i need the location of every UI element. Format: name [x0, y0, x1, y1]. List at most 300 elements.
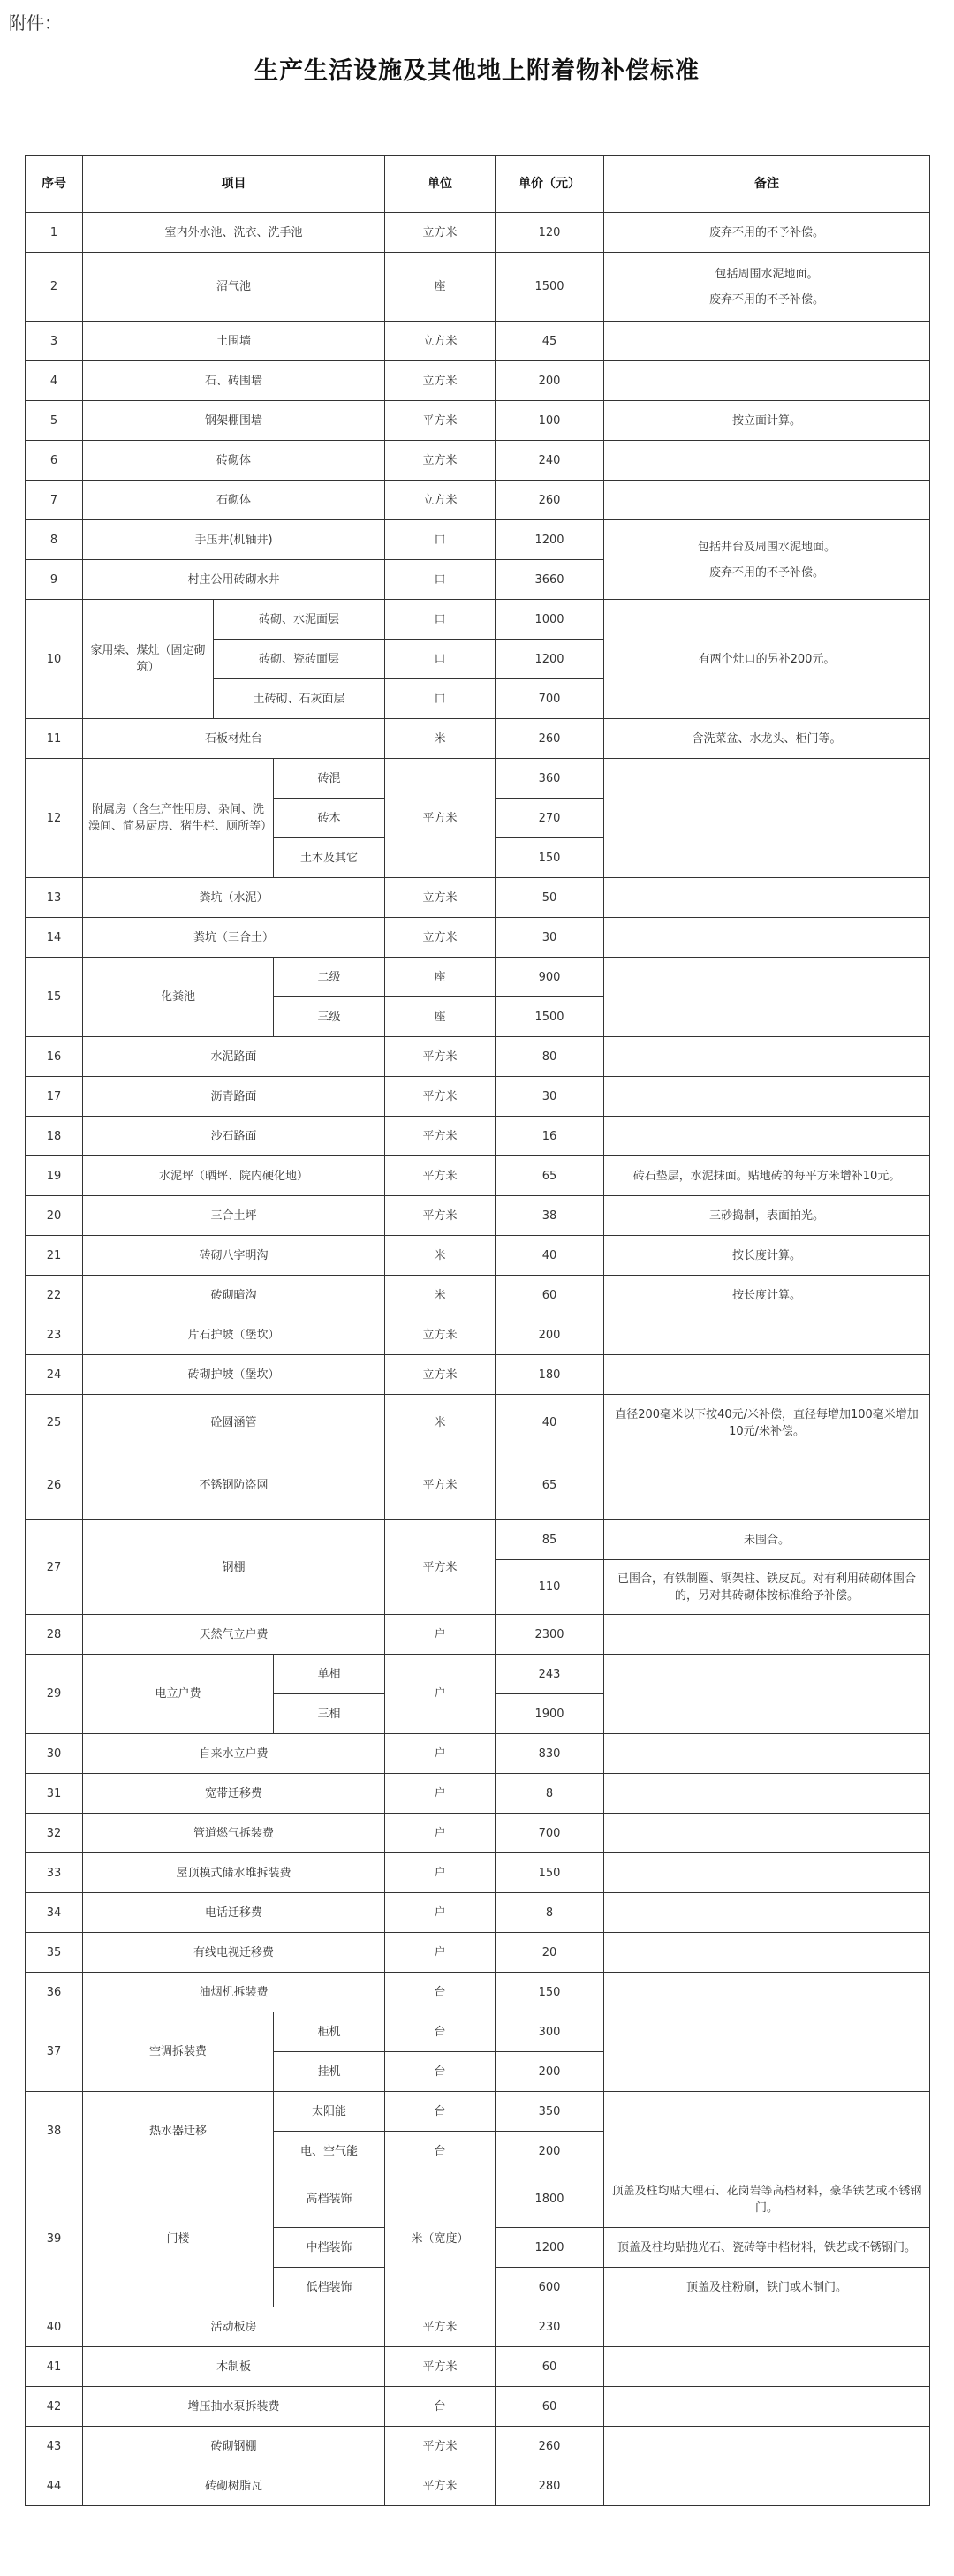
table-row — [26, 1933, 930, 1973]
row-unit: 立方米 — [385, 213, 496, 253]
attachment-label: 附件： — [9, 12, 62, 34]
table-row — [26, 441, 930, 481]
row-price: 16 — [496, 1117, 604, 1156]
row-unit: 立方米 — [385, 481, 496, 520]
table-row — [26, 213, 930, 253]
row-note — [604, 1117, 930, 1156]
row-note — [604, 253, 930, 322]
row-note — [604, 1734, 930, 1774]
row-note — [604, 759, 930, 878]
row-item: 砖砌暗沟 — [83, 1276, 385, 1315]
row-price: 900 — [496, 958, 604, 997]
row-subitem: 太阳能 — [274, 2092, 385, 2132]
row-item: 石砌体 — [83, 481, 385, 520]
row-unit: 户 — [385, 1933, 496, 1973]
row-price: 60 — [496, 2387, 604, 2427]
row-item: 砖砌八字明沟 — [83, 1236, 385, 1276]
row-price: 60 — [496, 2347, 604, 2387]
row-unit: 口 — [385, 520, 496, 560]
row-price: 50 — [496, 878, 604, 918]
row-no: 30 — [26, 1734, 83, 1774]
row-unit: 立方米 — [385, 361, 496, 401]
row-no: 25 — [26, 1395, 83, 1451]
table-row — [26, 600, 930, 640]
row-note — [604, 1615, 930, 1655]
row-item: 砖砌护坡（堡坎） — [83, 1355, 385, 1395]
row-no: 20 — [26, 1196, 83, 1236]
table-row — [26, 253, 930, 322]
note-line: 废弃不用的不予补偿。 — [709, 565, 825, 580]
row-note — [604, 2466, 930, 2506]
row-no: 26 — [26, 1451, 83, 1520]
row-no: 10 — [26, 600, 83, 719]
row-note — [604, 1077, 930, 1117]
table-row — [26, 1893, 930, 1933]
row-no: 4 — [26, 361, 83, 401]
row-unit: 座 — [385, 997, 496, 1037]
row-price: 1900 — [496, 1694, 604, 1734]
row-note: 三砂捣制，表面拍光。 — [604, 1196, 930, 1236]
row-subitem: 砖砌、水泥面层 — [214, 600, 385, 640]
row-price: 200 — [496, 2052, 604, 2092]
row-unit: 台 — [385, 1973, 496, 2012]
table-row — [26, 918, 930, 958]
row-note: 已围合，有铁制圈、钢架柱、铁皮瓦。对有利用砖砌体围合的，另对其砖砌体按标准给予补偿。 — [604, 1560, 930, 1615]
row-price: 1800 — [496, 2171, 604, 2228]
table-row — [26, 1655, 930, 1694]
row-subitem: 土木及其它 — [274, 838, 385, 878]
row-no: 44 — [26, 2466, 83, 2506]
row-no: 21 — [26, 1236, 83, 1276]
row-no: 7 — [26, 481, 83, 520]
row-price: 243 — [496, 1655, 604, 1694]
row-unit: 立方米 — [385, 441, 496, 481]
row-unit: 台 — [385, 2387, 496, 2427]
table-row — [26, 1315, 930, 1355]
row-subitem: 低档装饰 — [274, 2268, 385, 2307]
row-item: 空调拆装费 — [83, 2012, 274, 2092]
row-no: 39 — [26, 2171, 83, 2307]
compensation-table — [25, 155, 930, 2506]
row-price: 120 — [496, 213, 604, 253]
row-price: 700 — [496, 1814, 604, 1853]
table-row — [26, 1037, 930, 1077]
row-subitem: 中档装饰 — [274, 2228, 385, 2268]
table-row — [26, 401, 930, 441]
row-no: 1 — [26, 213, 83, 253]
row-subitem: 土砖砌、石灰面层 — [214, 679, 385, 719]
row-unit: 平方米 — [385, 401, 496, 441]
row-note: 顶盖及柱均贴大理石、花岗岩等高档材料，豪华铁艺或不锈钢门。 — [604, 2171, 930, 2228]
row-unit: 户 — [385, 1734, 496, 1774]
table-row — [26, 1395, 930, 1451]
row-item: 附属房（含生产性用房、杂间、洗澡间、简易厨房、猪牛栏、厕所等） — [83, 759, 274, 878]
row-no: 18 — [26, 1117, 83, 1156]
table-row — [26, 1734, 930, 1774]
table-row — [26, 719, 930, 759]
row-no: 43 — [26, 2427, 83, 2466]
table-header-row — [26, 156, 930, 213]
table-row — [26, 2307, 930, 2347]
row-no: 23 — [26, 1315, 83, 1355]
row-note — [604, 1774, 930, 1814]
note-line: 废弃不用的不予补偿。 — [709, 292, 825, 307]
row-note: 砖石垫层，水泥抹面。贴地砖的每平方米增补10元。 — [604, 1156, 930, 1196]
row-note: 顶盖及柱均贴抛光石、瓷砖等中档材料，铁艺或不锈钢门。 — [604, 2228, 930, 2268]
row-price: 45 — [496, 322, 604, 361]
row-no: 17 — [26, 1077, 83, 1117]
row-item: 木制板 — [83, 2347, 385, 2387]
table-row — [26, 1236, 930, 1276]
row-price: 240 — [496, 441, 604, 481]
row-no: 24 — [26, 1355, 83, 1395]
row-subitem: 电、空气能 — [274, 2132, 385, 2171]
row-unit: 口 — [385, 560, 496, 600]
row-item: 石板材灶台 — [83, 719, 385, 759]
row-price: 1200 — [496, 2228, 604, 2268]
header-no: 序号 — [26, 156, 83, 213]
row-price: 200 — [496, 1315, 604, 1355]
row-subitem: 挂机 — [274, 2052, 385, 2092]
row-unit: 米 — [385, 1236, 496, 1276]
row-unit: 立方米 — [385, 878, 496, 918]
row-price: 38 — [496, 1196, 604, 1236]
row-unit: 座 — [385, 958, 496, 997]
row-price: 65 — [496, 1451, 604, 1520]
row-item: 水泥路面 — [83, 1037, 385, 1077]
row-price: 270 — [496, 799, 604, 838]
row-price: 700 — [496, 679, 604, 719]
table-row — [26, 1156, 930, 1196]
row-item: 天然气立户费 — [83, 1615, 385, 1655]
row-unit: 米（宽度） — [385, 2171, 496, 2307]
row-note: 未围合。 — [604, 1520, 930, 1560]
row-price: 260 — [496, 719, 604, 759]
row-item: 片石护坡（堡坎） — [83, 1315, 385, 1355]
row-no: 31 — [26, 1774, 83, 1814]
row-subitem: 三级 — [274, 997, 385, 1037]
table-row — [26, 1973, 930, 2012]
row-unit: 立方米 — [385, 918, 496, 958]
row-subitem: 单相 — [274, 1655, 385, 1694]
row-note — [604, 2092, 930, 2171]
row-price: 350 — [496, 2092, 604, 2132]
row-note — [604, 878, 930, 918]
row-no: 15 — [26, 958, 83, 1037]
table-row — [26, 759, 930, 799]
row-price: 230 — [496, 2307, 604, 2347]
row-price: 8 — [496, 1893, 604, 1933]
row-price: 1200 — [496, 520, 604, 560]
row-item: 门楼 — [83, 2171, 274, 2307]
row-note — [604, 1973, 930, 2012]
row-price: 110 — [496, 1560, 604, 1615]
row-price: 40 — [496, 1395, 604, 1451]
note-line: 包括周围水泥地面。 — [715, 267, 819, 281]
row-item: 室内外水池、洗衣、洗手池 — [83, 213, 385, 253]
row-unit: 平方米 — [385, 1077, 496, 1117]
row-price: 80 — [496, 1037, 604, 1077]
row-note — [604, 2427, 930, 2466]
row-price: 20 — [496, 1933, 604, 1973]
row-note — [604, 2347, 930, 2387]
row-no: 2 — [26, 253, 83, 322]
table-row — [26, 1774, 930, 1814]
row-price: 260 — [496, 481, 604, 520]
row-unit: 立方米 — [385, 1355, 496, 1395]
row-note — [604, 361, 930, 401]
row-item: 热水器迁移 — [83, 2092, 274, 2171]
row-note — [604, 2387, 930, 2427]
row-note — [604, 1655, 930, 1734]
row-item: 粪坑（三合土） — [83, 918, 385, 958]
row-note — [604, 520, 930, 600]
row-unit: 座 — [385, 253, 496, 322]
row-unit: 平方米 — [385, 759, 496, 878]
row-price: 8 — [496, 1774, 604, 1814]
row-price: 200 — [496, 2132, 604, 2171]
row-no: 12 — [26, 759, 83, 878]
row-note: 废弃不用的不予补偿。 — [604, 213, 930, 253]
row-no: 33 — [26, 1853, 83, 1893]
row-no: 9 — [26, 560, 83, 600]
row-price: 200 — [496, 361, 604, 401]
row-no: 28 — [26, 1615, 83, 1655]
row-price: 1500 — [496, 997, 604, 1037]
row-unit: 平方米 — [385, 1520, 496, 1615]
row-unit: 立方米 — [385, 322, 496, 361]
row-no: 29 — [26, 1655, 83, 1734]
header-item: 项目 — [83, 156, 385, 213]
row-subitem: 三相 — [274, 1694, 385, 1734]
row-unit: 户 — [385, 1615, 496, 1655]
row-no: 35 — [26, 1933, 83, 1973]
row-item: 电立户费 — [83, 1655, 274, 1734]
row-price: 150 — [496, 1853, 604, 1893]
row-price: 1200 — [496, 640, 604, 679]
row-note: 顶盖及柱粉刷，铁门或木制门。 — [604, 2268, 930, 2307]
row-no: 42 — [26, 2387, 83, 2427]
table-row — [26, 1451, 930, 1520]
row-item: 活动板房 — [83, 2307, 385, 2347]
row-no: 41 — [26, 2347, 83, 2387]
row-no: 11 — [26, 719, 83, 759]
row-price: 600 — [496, 2268, 604, 2307]
table-row — [26, 2347, 930, 2387]
table-row — [26, 1615, 930, 1655]
row-unit: 口 — [385, 679, 496, 719]
row-price: 150 — [496, 1973, 604, 2012]
row-item: 沼气池 — [83, 253, 385, 322]
table-row — [26, 481, 930, 520]
table-row — [26, 1355, 930, 1395]
row-no: 6 — [26, 441, 83, 481]
row-price: 100 — [496, 401, 604, 441]
row-note — [604, 1355, 930, 1395]
row-item: 村庄公用砖砌水井 — [83, 560, 385, 600]
row-no: 19 — [26, 1156, 83, 1196]
row-price: 180 — [496, 1355, 604, 1395]
row-item: 家用柴、煤灶（固定砌筑） — [83, 600, 214, 719]
header-price: 单价（元） — [496, 156, 604, 213]
table-row — [26, 1520, 930, 1560]
row-item: 管道燃气拆装费 — [83, 1814, 385, 1853]
table-row — [26, 1853, 930, 1893]
row-item: 增压抽水泵拆装费 — [83, 2387, 385, 2427]
row-unit: 平方米 — [385, 1037, 496, 1077]
row-unit: 平方米 — [385, 2307, 496, 2347]
row-note: 有两个灶口的另补200元。 — [604, 600, 930, 719]
row-unit: 米 — [385, 1276, 496, 1315]
row-note — [604, 1315, 930, 1355]
row-no: 8 — [26, 520, 83, 560]
row-item: 有线电视迁移费 — [83, 1933, 385, 1973]
table-row — [26, 1077, 930, 1117]
row-note — [604, 1451, 930, 1520]
row-unit: 户 — [385, 1814, 496, 1853]
row-unit: 平方米 — [385, 1156, 496, 1196]
row-unit: 口 — [385, 640, 496, 679]
header-unit: 单位 — [385, 156, 496, 213]
row-note — [604, 1037, 930, 1077]
row-note — [604, 322, 930, 361]
table-row — [26, 2012, 930, 2052]
row-price: 260 — [496, 2427, 604, 2466]
row-no: 16 — [26, 1037, 83, 1077]
row-unit: 台 — [385, 2092, 496, 2132]
row-unit: 平方米 — [385, 2427, 496, 2466]
note-line: 包括井台及周围水泥地面。 — [698, 540, 837, 554]
table-row — [26, 2427, 930, 2466]
row-item: 屋顶模式储水堆拆装费 — [83, 1853, 385, 1893]
table-row — [26, 1196, 930, 1236]
row-unit: 户 — [385, 1893, 496, 1933]
row-item: 钢架棚围墙 — [83, 401, 385, 441]
row-unit: 平方米 — [385, 1196, 496, 1236]
table-row — [26, 958, 930, 997]
row-item: 三合土坪 — [83, 1196, 385, 1236]
table-row — [26, 361, 930, 401]
row-price: 85 — [496, 1520, 604, 1560]
row-note: 按长度计算。 — [604, 1236, 930, 1276]
row-note — [604, 1853, 930, 1893]
row-unit: 户 — [385, 1853, 496, 1893]
row-item: 手压井(机轴井) — [83, 520, 385, 560]
row-unit: 平方米 — [385, 2466, 496, 2506]
row-item: 石、砖围墙 — [83, 361, 385, 401]
row-subitem: 砖木 — [274, 799, 385, 838]
row-price: 3660 — [496, 560, 604, 600]
row-item: 沙石路面 — [83, 1117, 385, 1156]
row-subitem: 高档装饰 — [274, 2171, 385, 2228]
row-price: 150 — [496, 838, 604, 878]
table-row — [26, 2466, 930, 2506]
row-subitem: 砖砌、瓷砖面层 — [214, 640, 385, 679]
header-note: 备注 — [604, 156, 930, 213]
row-price: 1000 — [496, 600, 604, 640]
row-unit: 户 — [385, 1655, 496, 1734]
row-item: 自来水立户费 — [83, 1734, 385, 1774]
table-row — [26, 322, 930, 361]
row-note: 按立面计算。 — [604, 401, 930, 441]
row-no: 36 — [26, 1973, 83, 2012]
page-title: 生产生活设施及其他地上附着物补偿标准 — [254, 57, 700, 85]
row-item: 砖砌体 — [83, 441, 385, 481]
row-no: 38 — [26, 2092, 83, 2171]
row-unit: 平方米 — [385, 2347, 496, 2387]
row-subitem: 柜机 — [274, 2012, 385, 2052]
row-subitem: 二级 — [274, 958, 385, 997]
row-no: 5 — [26, 401, 83, 441]
row-unit: 平方米 — [385, 1117, 496, 1156]
row-price: 830 — [496, 1734, 604, 1774]
table-row — [26, 1276, 930, 1315]
row-note — [604, 958, 930, 1037]
row-price: 2300 — [496, 1615, 604, 1655]
row-no: 22 — [26, 1276, 83, 1315]
row-note: 按长度计算。 — [604, 1276, 930, 1315]
table-row — [26, 1814, 930, 1853]
row-price: 280 — [496, 2466, 604, 2506]
row-note — [604, 1814, 930, 1853]
table-row — [26, 2387, 930, 2427]
row-item: 油烟机拆装费 — [83, 1973, 385, 2012]
row-note — [604, 2307, 930, 2347]
row-unit: 台 — [385, 2132, 496, 2171]
row-no: 40 — [26, 2307, 83, 2347]
row-note — [604, 481, 930, 520]
row-price: 1500 — [496, 253, 604, 322]
table-row — [26, 2092, 930, 2132]
row-unit: 台 — [385, 2012, 496, 2052]
row-item: 沥青路面 — [83, 1077, 385, 1117]
row-no: 34 — [26, 1893, 83, 1933]
row-unit: 户 — [385, 1774, 496, 1814]
row-price: 30 — [496, 1077, 604, 1117]
row-unit: 立方米 — [385, 1315, 496, 1355]
row-item: 砖砌树脂瓦 — [83, 2466, 385, 2506]
row-item: 化粪池 — [83, 958, 274, 1037]
row-no: 27 — [26, 1520, 83, 1615]
row-no: 3 — [26, 322, 83, 361]
row-item: 粪坑（水泥） — [83, 878, 385, 918]
row-price: 360 — [496, 759, 604, 799]
row-note: 直径200毫米以下按40元/米补偿，直径每增加100毫米增加10元/米补偿。 — [604, 1395, 930, 1451]
row-item: 水泥坪（晒坪、院内硬化地） — [83, 1156, 385, 1196]
row-price: 40 — [496, 1236, 604, 1276]
row-price: 30 — [496, 918, 604, 958]
table-row — [26, 878, 930, 918]
row-item: 不锈钢防盗网 — [83, 1451, 385, 1520]
row-note — [604, 1893, 930, 1933]
row-item: 土围墙 — [83, 322, 385, 361]
row-note: 含洗菜盆、水龙头、柜门等。 — [604, 719, 930, 759]
row-subitem: 砖混 — [274, 759, 385, 799]
row-note — [604, 2012, 930, 2092]
row-unit: 口 — [385, 600, 496, 640]
table-row — [26, 520, 930, 560]
row-unit: 米 — [385, 1395, 496, 1451]
row-no: 37 — [26, 2012, 83, 2092]
row-price: 300 — [496, 2012, 604, 2052]
row-note — [604, 441, 930, 481]
row-note — [604, 1933, 930, 1973]
table-row — [26, 2171, 930, 2228]
row-item: 砼圆涵管 — [83, 1395, 385, 1451]
row-unit: 平方米 — [385, 1451, 496, 1520]
row-unit: 米 — [385, 719, 496, 759]
row-item: 宽带迁移费 — [83, 1774, 385, 1814]
